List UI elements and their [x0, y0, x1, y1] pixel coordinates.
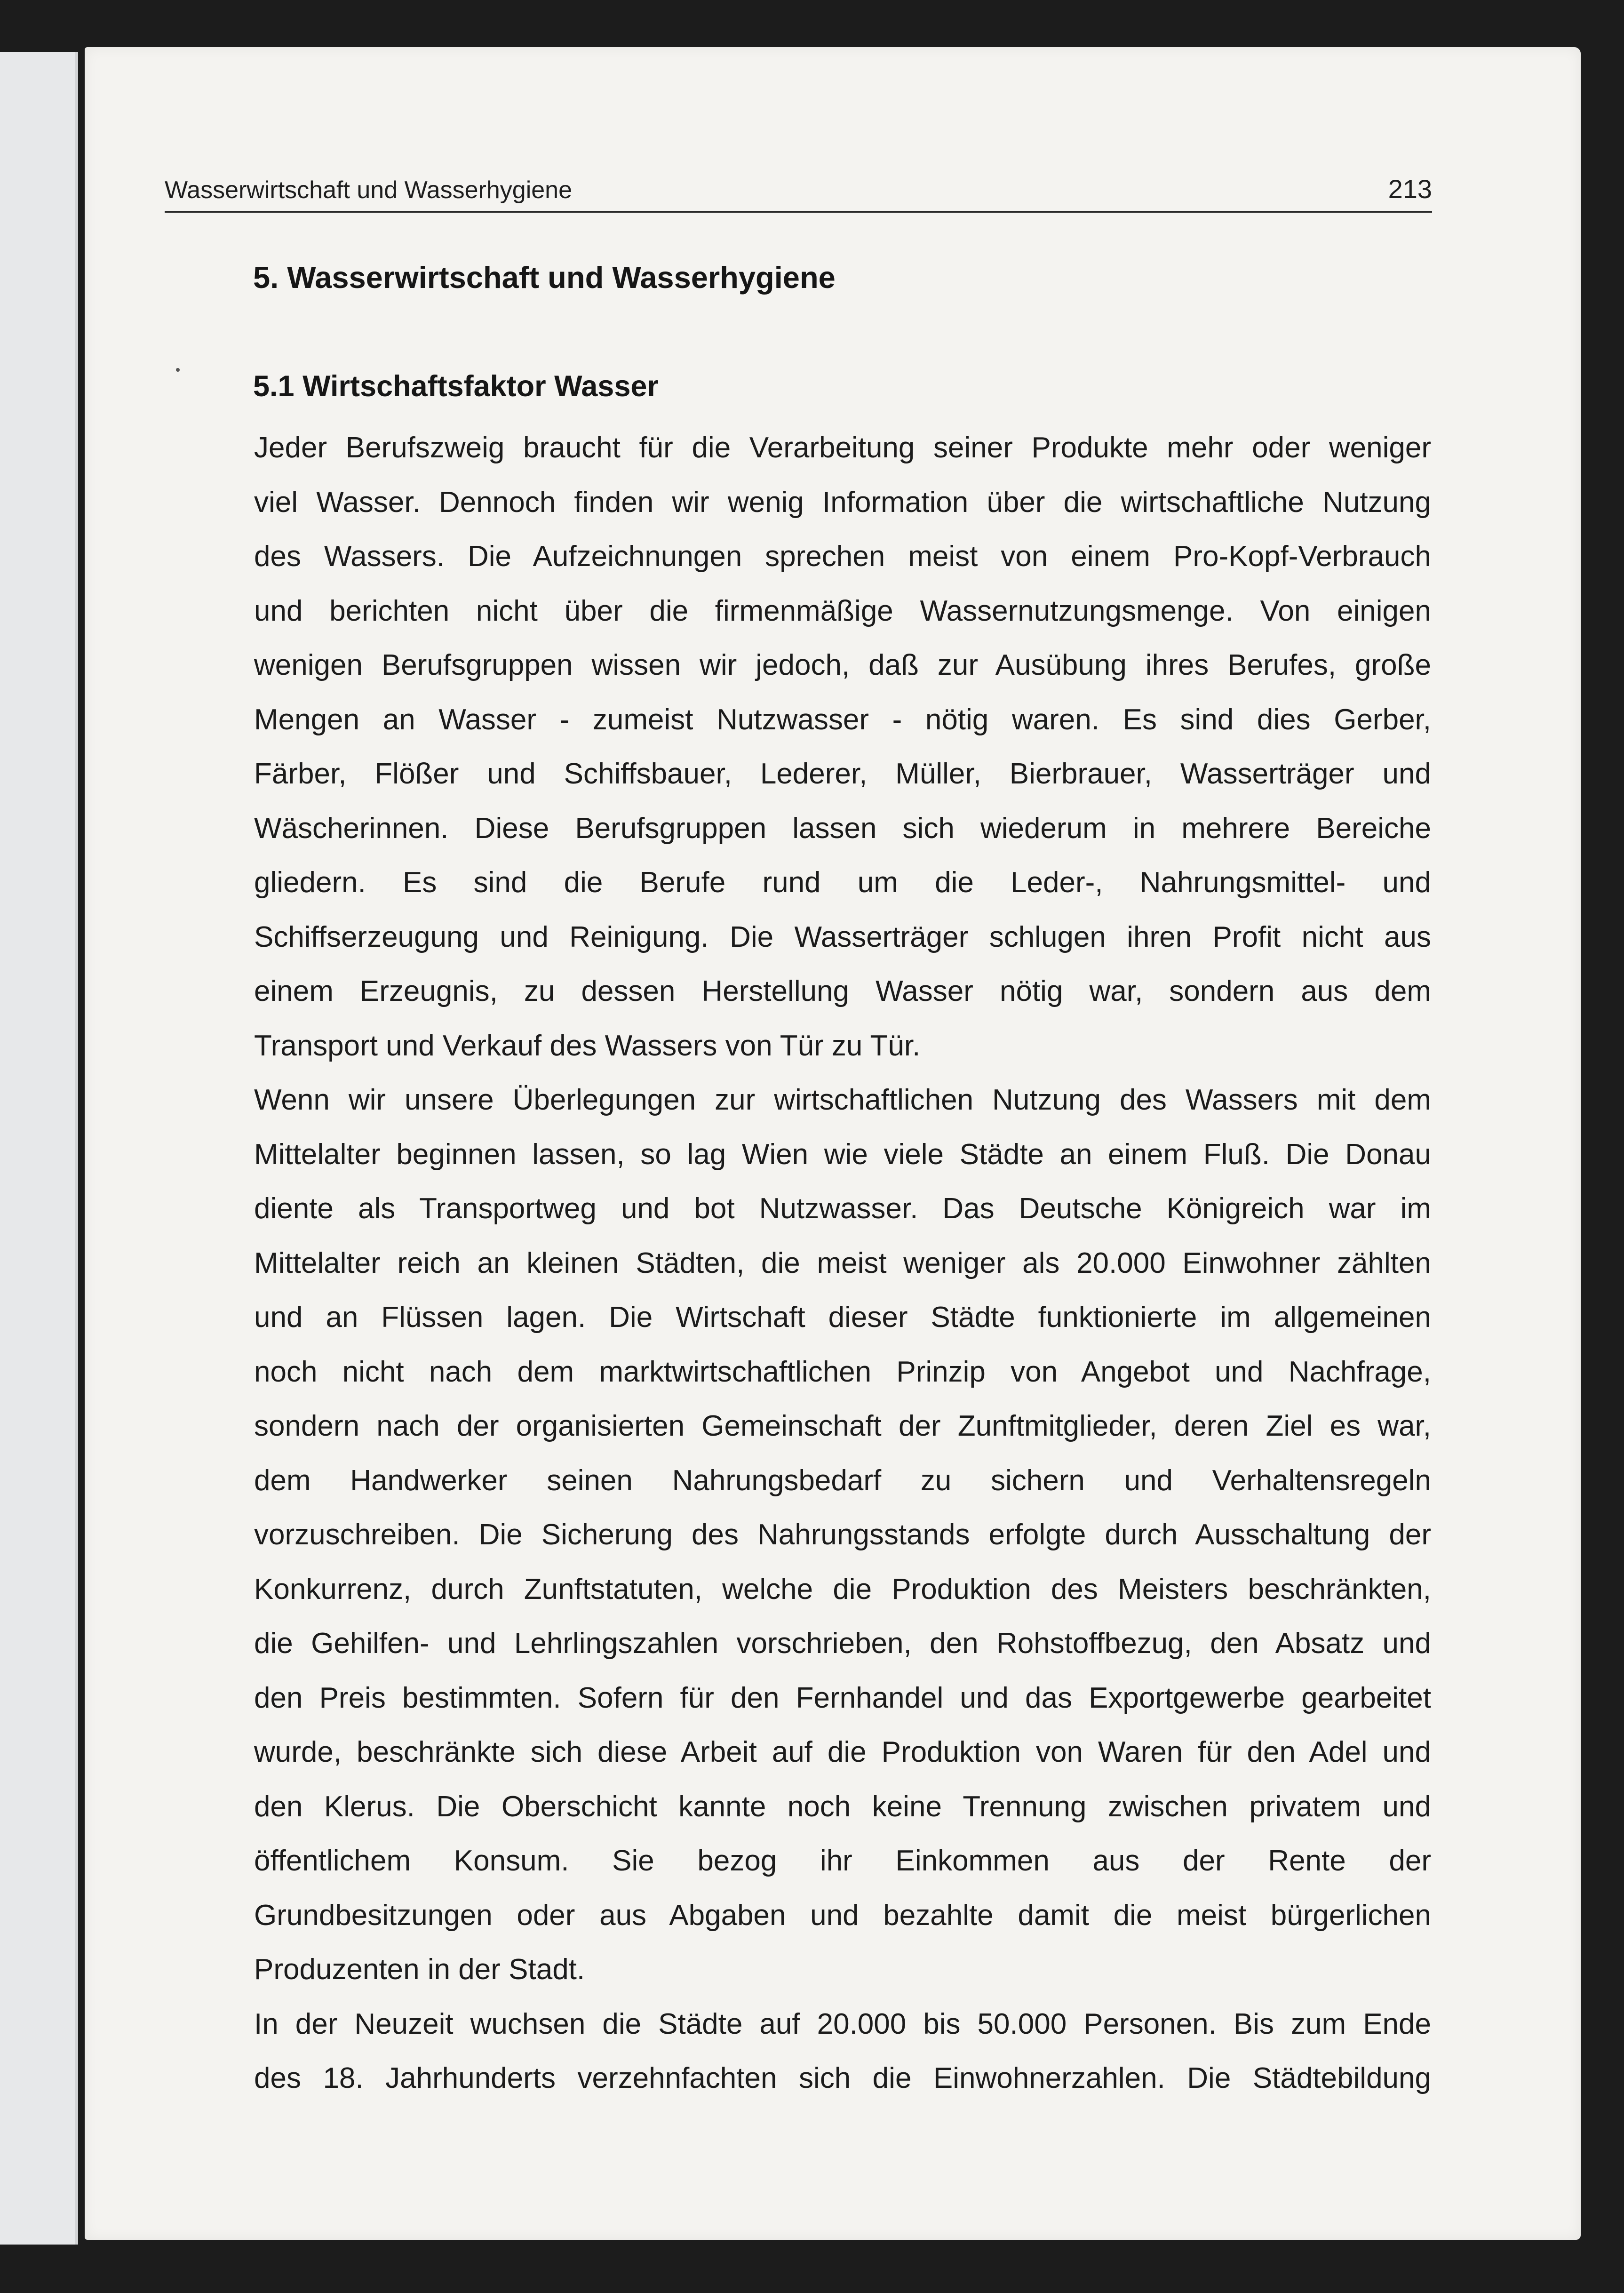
- text-line: Schiffserzeugung und Reinigung. Die Wasserträger schlugen ihren Profit nicht aus: [254, 920, 1431, 953]
- text-line: vorzuschreiben. Die Sicherung des Nahrungsstands erfolgte durch Ausschaltung der: [254, 1518, 1431, 1551]
- text-line: Färber, Flößer und Schiffsbauer, Lederer, Müller, Bierbrauer, Wasserträger und: [254, 758, 1431, 790]
- running-header: [165, 174, 1432, 213]
- text-line: Transport und Verkauf des Wassers von Tür zu Tür.: [254, 1029, 921, 1062]
- text-line: Jeder Berufszweig braucht für die Verarbeitung seiner Produkte mehr oder weniger: [254, 431, 1431, 464]
- text-line: Konkurrenz, durch Zunftstatuten, welche die Produktion des Meisters beschränkten,: [254, 1573, 1431, 1606]
- text-line: des Wassers. Die Aufzeichnungen sprechen meist von einem Pro-Kopf-Verbrauch: [254, 540, 1431, 573]
- text-line: viel Wasser. Dennoch finden wir wenig Information über die wirtschaftliche Nutzung: [254, 486, 1431, 519]
- text-line: wenigen Berufsgruppen wissen wir jedoch, daß zur Ausübung ihres Berufes, große: [254, 649, 1431, 681]
- text-line: Wenn wir unsere Überlegungen zur wirtschaftlichen Nutzung des Wassers mit dem: [254, 1084, 1431, 1116]
- chapter-title: 5. Wasserwirtschaft und Wasserhygiene: [253, 260, 836, 295]
- running-title: Wasserwirtschaft und Wasserhygiene: [165, 176, 573, 204]
- text-line: Grundbesitzungen oder aus Abgaben und bezahlte damit die meist bürgerlichen: [254, 1899, 1431, 1932]
- text-line: Mengen an Wasser - zumeist Nutzwasser - nötig waren. Es sind dies Gerber,: [254, 703, 1431, 736]
- text-line: die Gehilfen- und Lehrlingszahlen vorschrieben, den Rohstoffbezug, den Absatz und: [254, 1627, 1431, 1660]
- text-line: öffentlichem Konsum. Sie bezog ihr Einkommen aus der Rente der: [254, 1845, 1431, 1877]
- text-line: und berichten nicht über die firmenmäßige Wassernutzungsmenge. Von einigen: [254, 594, 1431, 627]
- text-line: noch nicht nach dem marktwirtschaftlichen Prinzip von Angebot und Nachfrage,: [254, 1355, 1431, 1388]
- text-line: Wäscherinnen. Diese Berufsgruppen lassen sich wiederum in mehrere Bereiche: [254, 812, 1431, 845]
- text-line: und an Flüssen lagen. Die Wirtschaft dieser Städte funktionierte im allgemeinen: [254, 1301, 1431, 1334]
- text-line: einem Erzeugnis, zu dessen Herstellung Wasser nötig war, sondern aus dem: [254, 975, 1431, 1007]
- adjacent-page-edge: [0, 52, 78, 2245]
- page-number: 213: [1388, 174, 1432, 204]
- text-line: gliedern. Es sind die Berufe rund um die Leder-, Nahrungsmittel- und: [254, 866, 1431, 899]
- text-line: sondern nach der organisierten Gemeinschaft der Zunftmitglieder, deren Ziel es war,: [254, 1410, 1431, 1442]
- text-line: diente als Transportweg und bot Nutzwasser. Das Deutsche Königreich war im: [254, 1192, 1431, 1225]
- text-line: Mittelalter reich an kleinen Städten, die meist weniger als 20.000 Einwohner zählten: [254, 1246, 1431, 1279]
- text-line: den Preis bestimmten. Sofern für den Fernhandel und das Exportgewerbe gearbeitet: [254, 1681, 1431, 1714]
- text-line: In der Neuzeit wuchsen die Städte auf 20.000 bis 50.000 Personen. Bis zum Ende: [254, 2007, 1431, 2040]
- body-text: [254, 421, 1431, 2106]
- text-line: Produzenten in der Stadt.: [254, 1953, 585, 1986]
- text-line: dem Handwerker seinen Nahrungsbedarf zu sichern und Verhaltensregeln: [254, 1464, 1431, 1497]
- speck-mark: [176, 368, 180, 372]
- text-line: wurde, beschränkte sich diese Arbeit auf die Produktion von Waren für den Adel und: [254, 1736, 1431, 1768]
- text-line: des 18. Jahrhunderts verzehnfachten sich die Einwohnerzahlen. Die Städtebildung: [254, 2062, 1431, 2094]
- text-line: Mittelalter beginnen lassen, so lag Wien wie viele Städte an einem Fluß. Die Donau: [254, 1138, 1431, 1171]
- text-line: den Klerus. Die Oberschicht kannte noch keine Trennung zwischen privatem und: [254, 1790, 1431, 1823]
- section-title: 5.1 Wirtschaftsfaktor Wasser: [253, 370, 659, 403]
